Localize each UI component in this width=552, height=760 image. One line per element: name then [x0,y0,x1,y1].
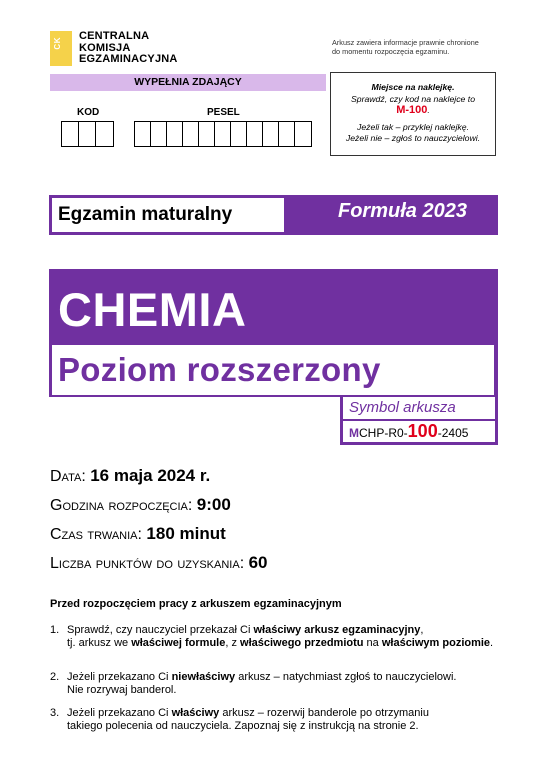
start-time: Godzina rozpoczęcia: 9:00 [50,495,231,514]
pesel-field[interactable] [134,121,312,147]
sticker-code: M-100 [396,104,428,116]
pesel-cell[interactable] [167,122,183,146]
instruction-item: 1. Sprawdź, czy nauczyciel przekazał Ci właściwy arkusz egzaminacyjny, tj. arkusz we właściwej formule, z właściwego przedmiotu na właściwym poziomie. [50,624,494,649]
logo-text: CENTRALNA KOMISJA EGZAMINACYJNA [79,30,178,65]
pesel-cell[interactable] [199,122,215,146]
exam-name: Egzamin maturalny [52,198,284,232]
duration: Czas trwania: 180 minut [50,524,226,543]
fill-by-candidate-label: WYPEŁNIA ZDAJĄCY [50,74,326,91]
symbol-code: MCHP-R0-100-2405 [343,421,495,442]
kod-cell[interactable] [79,122,96,146]
max-points: Liczba punktów do uzyskania: 60 [50,553,268,572]
kod-label: KOD [77,107,100,118]
pesel-label: PESEL [207,107,240,118]
instruction-item: 2. Jeżeli przekazano Ci niewłaściwy arkusz – natychmiast zgłoś to nauczycielowi. Nie rozrywaj banderol. [50,671,457,696]
kod-cell[interactable] [62,122,79,146]
pesel-cell[interactable] [279,122,295,146]
legal-notice: Arkusz zawiera informacje prawnie chronione do momentu rozpoczęcia egzaminu. [332,38,479,56]
sticker-area: Miejsce na naklejkę. Sprawdź, czy kod na naklejce to M-100. Jeżeli tak – przyklej naklejkę. Jeżeli nie – zgłoś to nauczycielowi. [330,72,496,156]
pesel-cell[interactable] [135,122,151,146]
pesel-cell[interactable] [151,122,167,146]
instruction-item: 3. Jeżeli przekazano Ci właściwy arkusz – rozerwij banderole po otrzymaniu takiego polecenia od nauczyciela. Zapoznaj się z instrukcją na stronie 2. [50,707,429,732]
symbol-label: Symbol arkusza [343,397,495,419]
pesel-cell[interactable] [231,122,247,146]
kod-cell[interactable] [96,122,113,146]
cke-logo-icon: CK [50,31,72,66]
exam-formula: Formuła 2023 [338,200,467,222]
kod-field[interactable] [61,121,114,147]
subject-level: Poziom rozszerzony [58,351,381,388]
pesel-cell[interactable] [215,122,231,146]
pesel-cell[interactable] [183,122,199,146]
pesel-cell[interactable] [295,122,311,146]
pesel-cell[interactable] [263,122,279,146]
exam-date: Data: 16 maja 2024 r. [50,466,211,485]
subject-title: CHEMIA [58,283,247,336]
pesel-cell[interactable] [247,122,263,146]
instructions-title: Przed rozpoczęciem pracy z arkuszem egzaminacyjnym [50,598,342,610]
